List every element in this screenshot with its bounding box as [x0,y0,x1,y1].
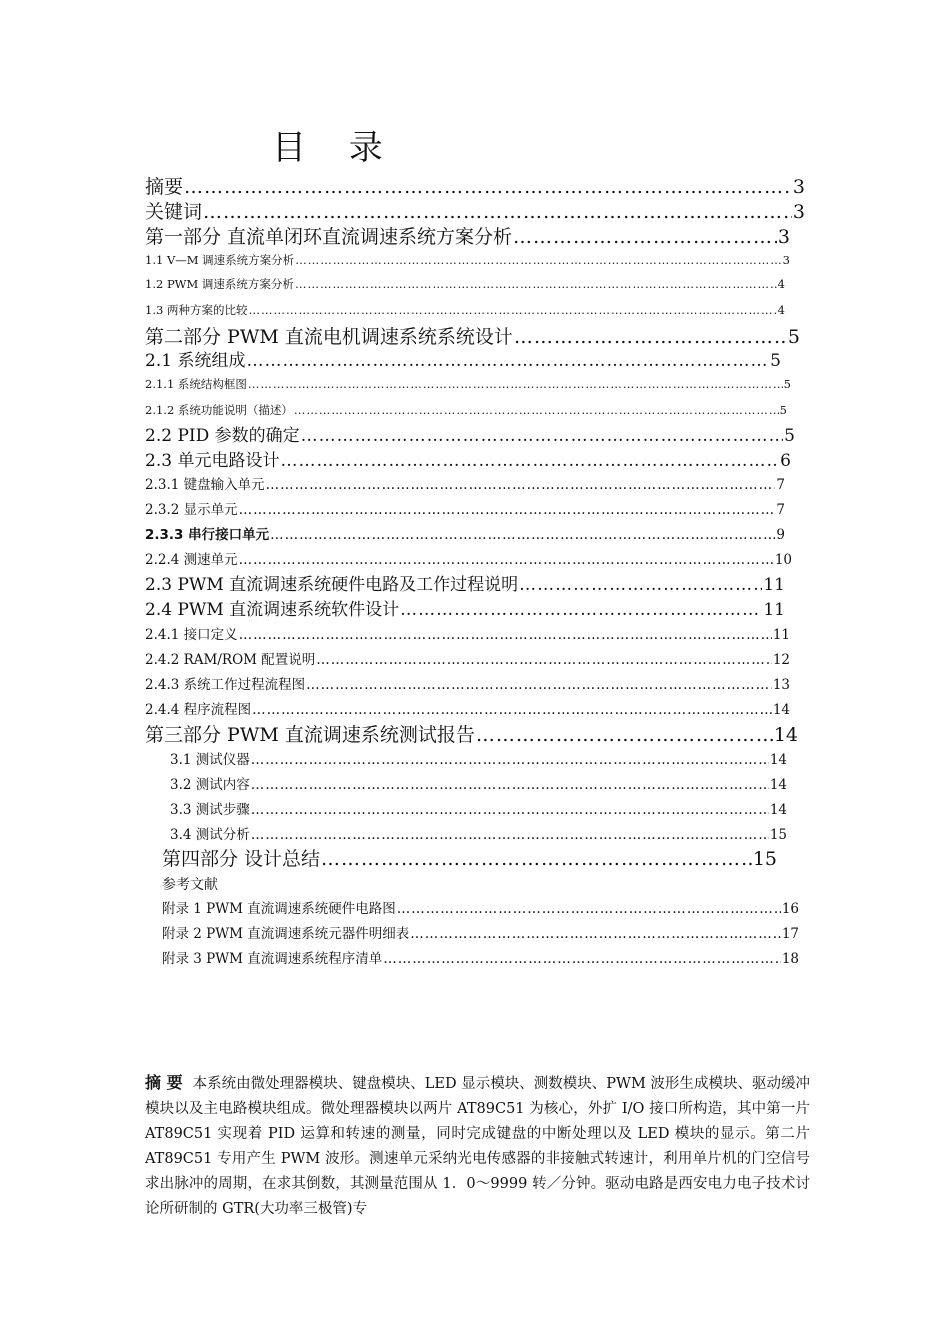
toc-leader-dots [246,349,769,373]
toc-entry[interactable] [145,674,790,696]
toc-entry-label: 2.3.2 显示单元 [145,502,238,518]
toc-entry-label: 第三部分 PWM 直流调速系统测试报告 [145,724,475,746]
toc-entry-page: 5 [784,426,795,446]
toc-entry[interactable] [145,499,785,521]
toc-entry[interactable] [145,400,787,420]
toc-leader-dots [248,374,783,394]
toc-entry-label: 附录 1 PWM 直流调速系统硬件电路图 [162,901,396,917]
toc-entry-label: 1.1 V—M 调速系统方案分析 [145,253,295,267]
toc-entry-label: 第四部分 设计总结 [162,848,321,870]
toc-entry-label: 2.4.3 系统工作过程流程图 [145,677,306,693]
toc-entry-label: 2.1.1 系统结构框图 [145,377,247,391]
toc-entry-page: 16 [781,901,799,917]
toc-entry[interactable] [145,250,790,270]
toc-leader-dots [301,424,784,448]
toc-entry-label: 2.1.2 系统功能说明（描述） [145,403,293,417]
toc-entry-label: 3.1 测试仪器 [170,752,250,768]
toc-entry-page: 5 [779,403,787,417]
toc-leader-dots [295,274,777,294]
toc-entry[interactable] [162,948,799,970]
toc-entry-page: 4 [777,303,785,317]
toc-entry[interactable] [170,799,787,821]
toc-entry-label: 2.3 单元电路设计 [145,451,280,471]
toc-entry-page: 14 [772,702,790,718]
toc-leader-dots [251,799,769,821]
toc-entry-page: 14 [769,752,787,768]
toc-leader-dots [306,674,772,696]
toc-entry[interactable] [145,624,790,646]
toc-entry-page: 3 [782,253,790,267]
toc-entry-label: 2.2 PID 参数的确定 [145,426,300,446]
toc-entry-page: 11 [772,627,790,643]
toc-entry-page: 5 [783,377,791,391]
toc-entry-page: 17 [781,926,799,942]
toc-entry[interactable] [145,300,785,320]
toc-entry[interactable] [145,474,785,496]
toc-entry-page: 18 [781,951,799,967]
toc-entry-label: 2.4.1 接口定义 [145,627,238,643]
abstract-paragraph [145,1070,810,1222]
toc-entry-page: 11 [763,600,785,620]
toc-entry-page: 15 [752,848,777,870]
toc-entry-label: 1.2 PWM 调速系统方案分析 [145,277,294,291]
toc-entry-label: 2.3.1 键盘输入单元 [145,477,265,493]
toc-leader-dots [239,549,774,571]
toc-entry[interactable] [145,324,800,350]
toc-entry-label: 1.3 两种方案的比较 [145,303,248,317]
toc-entry-label: 第一部分 直流单闭环直流调速系统方案分析 [145,226,513,248]
toc-entry[interactable] [162,846,777,872]
toc-leader-dots [397,898,781,920]
toc-entry[interactable] [145,224,790,250]
toc-entry[interactable] [170,749,787,771]
toc-entry-page: 14 [769,802,787,818]
toc-entry[interactable] [145,174,805,200]
toc-leader-dots [513,224,777,250]
toc-entry-label: 2.4 PWM 直流调速系统软件设计 [145,600,400,620]
toc-leader-dots [321,846,752,872]
toc-title: 目 录 [272,128,399,168]
toc-entry-page: 5 [787,326,800,348]
toc-entry[interactable] [145,374,791,394]
toc-leader-dots [410,923,781,945]
toc-entry[interactable] [145,449,791,473]
toc-entry-page: 14 [769,777,787,793]
toc-leader-dots [519,573,762,597]
toc-entry-page: 3 [792,201,805,223]
toc-leader-dots [514,324,787,350]
toc-entry-page: 6 [780,451,791,471]
toc-entry-label: 2.4.2 RAM/ROM 配置说明 [145,652,316,668]
toc-entry-label: 第二部分 PWM 直流电机调速系统系统设计 [145,326,513,348]
toc-entry-page: 14 [773,724,798,746]
toc-entry-label: 关键词 [145,201,203,223]
toc-entry[interactable] [145,649,790,671]
toc-leader-dots [270,524,775,546]
toc-entry-label: 摘要 [145,176,184,198]
toc-entry[interactable] [145,573,785,597]
toc-entry[interactable] [145,699,790,721]
toc-leader-dots [239,499,776,521]
toc-leader-dots [251,749,769,771]
toc-leader-dots [252,699,772,721]
toc-entry-page: 7 [776,477,785,493]
toc-entry[interactable] [162,923,799,945]
toc-entry-page: 9 [776,527,785,543]
toc-entry[interactable] [145,722,798,748]
toc-entry-page: 4 [777,277,785,291]
toc-entry-page: 13 [772,677,790,693]
toc-entry[interactable] [145,349,781,373]
toc-entry[interactable] [145,598,785,622]
toc-entry-label: 附录 3 PWM 直流调速系统程序清单 [162,951,383,967]
toc-entry-page: 11 [763,575,785,595]
toc-entry-label: 附录 2 PWM 直流调速系统元器件明细表 [162,926,410,942]
toc-entry-label: 2.3 PWM 直流调速系统硬件电路及工作过程说明 [145,575,519,595]
toc-leader-dots [294,400,779,420]
toc-leader-dots [316,649,772,671]
toc-entry-label: 2.3.3 串行接口单元 [145,527,270,543]
toc-leader-dots [203,199,792,225]
toc-leader-dots [184,174,792,200]
toc-leader-dots [295,250,781,270]
toc-entry-page: 5 [770,351,781,371]
toc-entry[interactable] [145,549,792,571]
toc-entry-references[interactable]: 参考文献 [162,877,218,893]
toc-entry-label: 2.4.4 程序流程图 [145,702,252,718]
toc-leader-dots [280,449,779,473]
toc-leader-dots [476,722,773,748]
toc-entry[interactable] [170,774,787,796]
toc-entry-label: 3.2 测试内容 [170,777,250,793]
toc-leader-dots [266,474,776,496]
toc-entry-page: 12 [772,652,790,668]
toc-leader-dots [251,824,769,846]
toc-leader-dots [251,774,769,796]
toc-entry-label: 2.2.4 测速单元 [145,552,238,568]
abstract-heading: 摘 要 [145,1073,183,1092]
toc-entry[interactable] [162,898,799,920]
toc-entry-page: 3 [777,226,790,248]
toc-entry-page: 7 [776,502,785,518]
toc-leader-dots [248,300,776,320]
toc-leader-dots [383,948,781,970]
toc-entry[interactable] [145,524,785,546]
toc-entry-page: 15 [769,827,787,843]
toc-entry[interactable] [145,424,795,448]
toc-entry-label: 3.3 测试步骤 [170,802,250,818]
toc-entry[interactable] [145,274,785,294]
toc-leader-dots [239,624,772,646]
toc-entry-page: 10 [774,552,792,568]
toc-entry-page: 3 [792,176,805,198]
toc-entry[interactable] [145,199,805,225]
abstract-body: 本系统由微处理器模块、键盘模块、LED 显示模块、测数模块、PWM 波形生成模块、驱动缓冲模块以及主电路模块组成。微处理器模块以两片 AT89C51 为核心，外扩 I/O 接口所构造，其中第一片 AT89C51 实现着 PID 运算和转速的测量，同时完成键盘的中断处理以及 LED 模块的显示。第二片 AT89C51 专用产生 PWM 波形。测速单元采纳光电传感器的非接触式转速计，利用单片机的门空信号求出脉冲的周期，在求其倒数，其测量范围从 1．0～9999 转／分钟。驱动电路是西安电力电子技术讨论所研制的 GTR(大功率三极管)专 [145,1076,811,1217]
toc-entry-label: 3.4 测试分析 [170,827,250,843]
toc-entry-label: 2.1 系统组成 [145,351,246,371]
toc-leader-dots [400,598,762,622]
toc-entry[interactable] [170,824,787,846]
